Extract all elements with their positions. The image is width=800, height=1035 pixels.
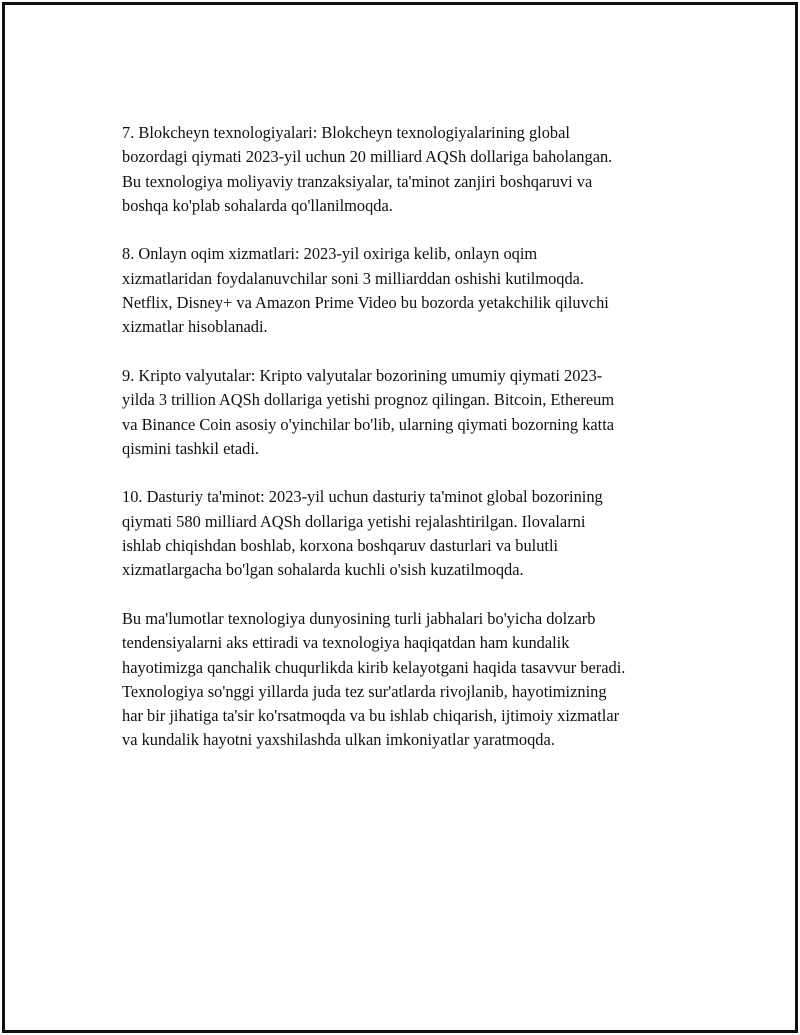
- text-line: xizmatlar hisoblanadi.: [122, 317, 268, 337]
- text-line: har bir jihatiga ta'sir ko'rsatmoqda va bu ishlab chiqarish, ijtimoiy xizmatlar: [122, 706, 620, 726]
- text-line: va kundalik hayotni yaxshilashda ulkan imkoniyatlar yaratmoqda.: [122, 730, 555, 750]
- text-line: bozordagi qiymati 2023-yil uchun 20 milliard AQSh dollariga baholangan.: [122, 147, 613, 167]
- text-line: Texnologiya so'nggi yillarda juda tez sur'atlarda rivojlanib, hayotimizning: [122, 681, 607, 701]
- text-line: Netflix, Disney+ va Amazon Prime Video bu bozorda yetakchilik qiluvchi: [122, 293, 609, 313]
- page-frame: [2, 2, 798, 1033]
- text-line: Bu texnologiya moliyaviy tranzaksiyalar, ta'minot zanjiri boshqaruvi va: [122, 171, 593, 191]
- document-body: [122, 121, 702, 777]
- text-line: va Binance Coin asosiy o'yinchilar bo'lib, ularning qiymati bozorning katta: [122, 414, 615, 434]
- text-line: 9. Kripto valyutalar: Kripto valyutalar bozorining umumiy qiymati 2023-: [122, 365, 603, 385]
- paragraph-software: [122, 485, 702, 582]
- text-line: xizmatlargacha bo'lgan sohalarda kuchli o'sish kuzatilmoqda.: [122, 560, 524, 580]
- text-line: yilda 3 trillion AQSh dollariga yetishi prognoz qilingan. Bitcoin, Ethereum: [122, 390, 615, 410]
- paragraph-conclusion: [122, 607, 702, 753]
- text-line: boshqa ko'plab sohalarda qo'llanilmoqda.: [122, 195, 393, 215]
- text-line: xizmatlaridan foydalanuvchilar soni 3 milliarddan oshishi kutilmoqda.: [122, 268, 585, 288]
- text-line: ishlab chiqishdan boshlab, korxona boshqaruv dasturlari va bulutli: [122, 536, 559, 556]
- text-line: 7. Blokcheyn texnologiyalari: Blokcheyn texnologiyalarining global: [122, 123, 570, 142]
- text-line: hayotimizga qanchalik chuqurlikda kirib kelayotgani haqida tasavvur beradi.: [122, 657, 626, 677]
- text-line: 8. Onlayn oqim xizmatlari: 2023-yil oxiriga kelib, onlayn oqim: [122, 244, 538, 264]
- text-line: 10. Dasturiy ta'minot: 2023-yil uchun dasturiy ta'minot global bozorining: [122, 487, 603, 507]
- text-line: Bu ma'lumotlar texnologiya dunyosining turli jabhalari bo'yicha dolzarb: [122, 608, 596, 628]
- text-line: qiymati 580 milliard AQSh dollariga yetishi rejalashtirilgan. Ilovalarni: [122, 511, 586, 531]
- paragraph-blockchain: [122, 121, 702, 218]
- text-line: qismini tashkil etadi.: [122, 438, 260, 458]
- text-line: tendensiyalarni aks ettiradi va texnologiya haqiqatdan ham kundalik: [122, 633, 570, 653]
- paragraph-streaming: [122, 242, 702, 339]
- paragraph-crypto: [122, 364, 702, 461]
